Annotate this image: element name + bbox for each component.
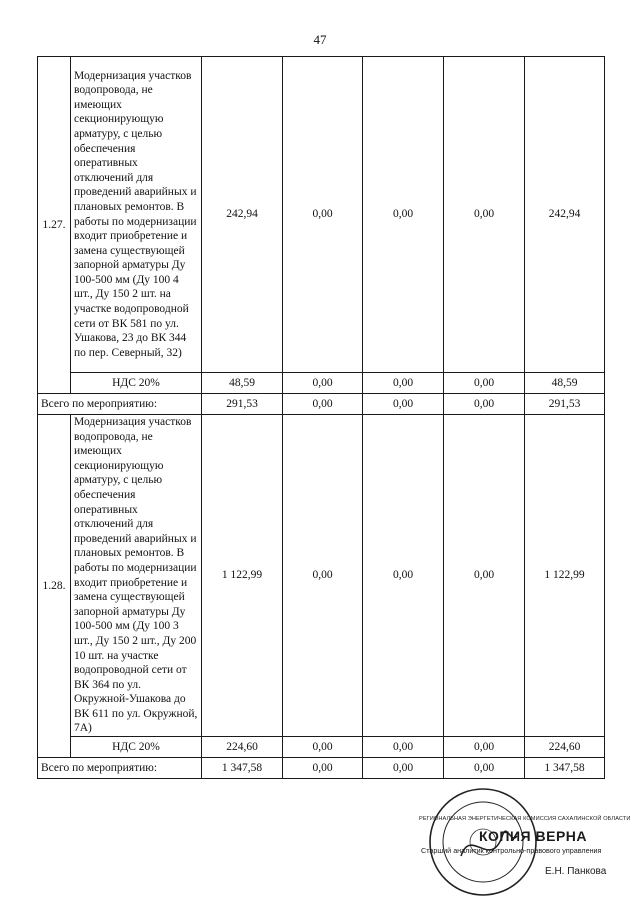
table-row [38, 415, 605, 737]
value-cell: 48,59 [202, 373, 283, 394]
value-cell: 242,94 [525, 57, 605, 373]
vat-row [38, 373, 605, 394]
certification-stamp [413, 786, 635, 898]
value-cell: 0,00 [283, 415, 363, 737]
vat-label: НДС 20% [71, 737, 202, 758]
stamp-position: Старший аналитик контрольно-правового управления [421, 846, 602, 855]
value-cell: 0,00 [363, 415, 444, 737]
value-cell: 291,53 [202, 394, 283, 415]
value-cell: 224,60 [525, 737, 605, 758]
value-cell: 1 122,99 [202, 415, 283, 737]
value-cell: 1 347,58 [202, 758, 283, 779]
value-cell: 0,00 [444, 415, 525, 737]
value-cell: 1 347,58 [525, 758, 605, 779]
value-cell: 48,59 [525, 373, 605, 394]
stamp-header: РЕГИОНАЛЬНАЯ ЭНЕРГЕТИЧЕСКАЯ КОМИССИЯ САХАЛИНСКОЙ ОБЛАСТИ [419, 816, 631, 822]
expense-table [37, 56, 605, 779]
value-cell: 224,60 [202, 737, 283, 758]
stamp-title: КОПИЯ ВЕРНА [479, 828, 588, 844]
value-cell: 242,94 [202, 57, 283, 373]
stamp-signer-name: Е.Н. Панкова [545, 866, 607, 877]
row-description: Модернизация участков водопровода, не имеющих секционирующую арматуру, с целью обеспечения оперативных отключений для проведений аварийных и плановых ремонтов. В работы по модернизации входит приобретение и замена существующей запорной арматуры Ду 100-500 мм (Ду 100 4 шт., Ду 150 2 шт. на участке водопроводной сети от ВК 581 по ул. Ушакова, 23 до ВК 344 по пер. Северный, 32) [71, 57, 202, 373]
page-number: 47 [313, 32, 327, 47]
row-description: Модернизация участков водопровода, не имеющих секционирующую арматуру, с целью обеспечения оперативных отключений для проведений аварийных и плановых ремонтов. В работы по модернизации входит приобретение и замена существующей запорной арматуры Ду 100-500 мм (Ду 100 3 шт., Ду 150 2 шт., Ду 200 10 шт. на участке водопроводной сети от ВК 364 по ул. Окружной-Ушакова до ВК 611 по ул. Окружной, 7А) [71, 415, 202, 737]
total-label: Всего по мероприятию: [38, 758, 202, 779]
vat-label: НДС 20% [71, 373, 202, 394]
value-cell: 0,00 [283, 373, 363, 394]
value-cell: 0,00 [363, 57, 444, 373]
value-cell: 291,53 [525, 394, 605, 415]
value-cell: 0,00 [444, 57, 525, 373]
row-number: 1.28. [38, 415, 71, 758]
value-cell: 0,00 [283, 57, 363, 373]
value-cell: 0,00 [444, 394, 525, 415]
value-cell: 0,00 [363, 394, 444, 415]
row-number: 1.27. [38, 57, 71, 394]
value-cell: 0,00 [363, 737, 444, 758]
value-cell: 0,00 [283, 394, 363, 415]
value-cell: 0,00 [283, 737, 363, 758]
value-cell: 0,00 [363, 758, 444, 779]
value-cell: 0,00 [444, 758, 525, 779]
value-cell: 0,00 [283, 758, 363, 779]
vat-row [38, 737, 605, 758]
total-row [38, 394, 605, 415]
value-cell: 0,00 [444, 737, 525, 758]
value-cell: 0,00 [444, 373, 525, 394]
value-cell: 1 122,99 [525, 415, 605, 737]
table-row [38, 57, 605, 373]
total-label: Всего по мероприятию: [38, 394, 202, 415]
value-cell: 0,00 [363, 373, 444, 394]
total-row [38, 758, 605, 779]
